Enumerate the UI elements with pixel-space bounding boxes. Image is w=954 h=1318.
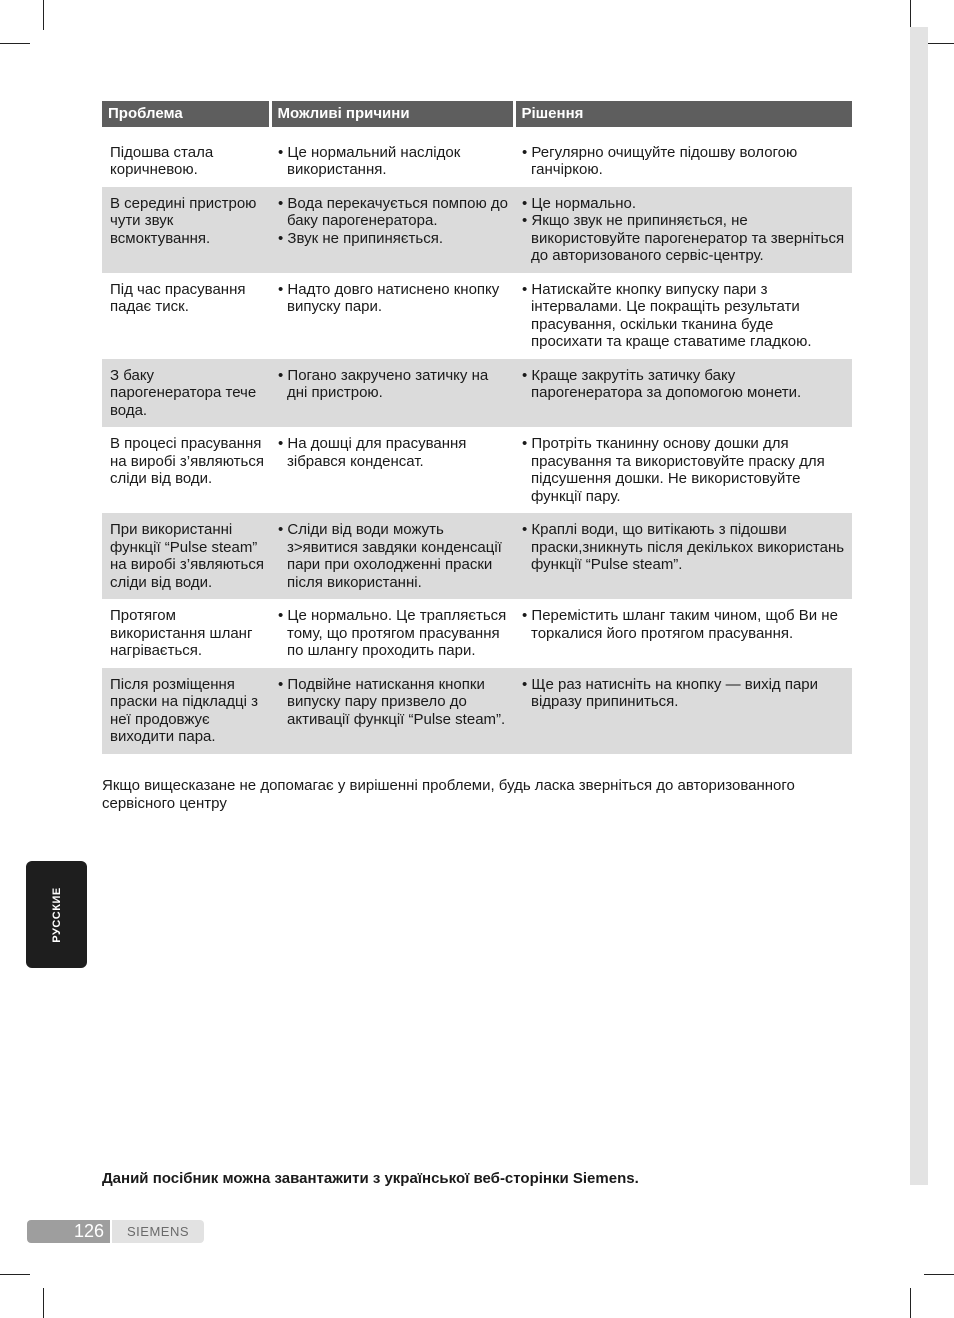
solution-item: • Протріть тканинну основу дошки для прасування та використовуйте праску для підсушення дошки. Не використовуйте функції пару. bbox=[522, 435, 825, 505]
solutions-cell bbox=[514, 359, 852, 428]
causes-cell bbox=[270, 427, 514, 513]
solutions-cell bbox=[514, 136, 852, 187]
language-tab-label: РУССКИЕ bbox=[50, 886, 63, 943]
causes-cell bbox=[270, 273, 514, 359]
cause-item: • Сліди від води можуть з>явитися завдяки конденсації пари при охолодженні праски після використанні. bbox=[278, 521, 502, 591]
troubleshooting-table bbox=[102, 101, 852, 754]
solutions-cell bbox=[514, 427, 852, 513]
header-causes: Можливі причини bbox=[270, 101, 514, 127]
crop-mark bbox=[43, 0, 44, 30]
solution-item: • Ще раз натисніть на кнопку — вихід пари відразу припиниться. bbox=[522, 675, 819, 710]
crop-mark bbox=[924, 1274, 954, 1275]
table-row bbox=[102, 359, 852, 428]
solution-item: • Натискайте кнопку випуску пари з інтервалами. Це покращіть результати прасування, оскільки тканина буде просихати та краще ставатиме гладкою. bbox=[522, 280, 812, 350]
crop-mark bbox=[910, 0, 911, 30]
header-solutions: Рішення bbox=[514, 101, 852, 127]
crop-mark bbox=[910, 1288, 911, 1318]
cause-item: • Подвійне натискання кнопки випуску пару призвело до активації функції “Pulse steam”. bbox=[278, 675, 506, 728]
crop-mark bbox=[924, 43, 954, 44]
table-row bbox=[102, 136, 852, 187]
solution-item: • Перемістить шланг таким чином, щоб Ви не торкалися його протягом прасування. bbox=[522, 607, 838, 642]
causes-cell bbox=[270, 668, 514, 754]
header-problem: Проблема bbox=[102, 101, 270, 127]
causes-cell bbox=[270, 359, 514, 428]
solution-item: • Регулярно очищуйте підошву вологою ганчіркою. bbox=[522, 143, 798, 178]
table-row bbox=[102, 668, 852, 754]
cause-item: • Погано закручено затичку на дні пристрою. bbox=[278, 366, 489, 401]
problem-cell: Після розміщення праски на підкладці з неї продовжує виходити пара. bbox=[102, 668, 270, 754]
download-note: Даний посібник можна завантажити з української веб-сторінки Siemens. bbox=[102, 1170, 639, 1187]
brand-label: SIEMENS bbox=[112, 1220, 204, 1243]
cause-item: • Це нормальний наслідок використання. bbox=[278, 143, 461, 178]
page-number: 126 bbox=[27, 1220, 110, 1243]
table-row bbox=[102, 273, 852, 359]
causes-cell bbox=[270, 187, 514, 273]
cause-item: • Звук не припиняється. bbox=[278, 229, 444, 247]
crop-mark bbox=[43, 1288, 44, 1318]
solutions-cell bbox=[514, 668, 852, 754]
crop-mark bbox=[0, 1274, 30, 1275]
solutions-cell bbox=[514, 273, 852, 359]
problem-cell: З баку парогенератора тече вода. bbox=[102, 359, 270, 428]
causes-cell bbox=[270, 136, 514, 187]
problem-cell: При використанні функції “Pulse steam” на виробі з’являються сліди від води. bbox=[102, 513, 270, 599]
problem-cell: В процесі прасування на виробі з’являються сліди від води. bbox=[110, 435, 264, 487]
solutions-cell bbox=[514, 187, 852, 273]
table-header-row bbox=[102, 101, 852, 127]
table-row bbox=[102, 599, 852, 668]
solution-item: • Якщо звук не припиняється, не використовуйте парогенератор та зверніться до авторизованого сервіс-центру. bbox=[522, 212, 845, 264]
problem-cell: В середині пристрою чути звук всмоктування. bbox=[102, 187, 270, 273]
service-note: Якщо вищесказане не допомагає у вирішенні проблеми, будь ласка зверніться до авторизованного сервісного центру bbox=[102, 777, 795, 812]
crop-mark bbox=[0, 43, 30, 44]
solution-item: • Краплі води, що витікають з підошви праски,зникнуть після декількох використань функції “Pulse steam”. bbox=[522, 521, 845, 573]
solutions-cell bbox=[514, 599, 852, 668]
table-row bbox=[102, 187, 852, 273]
solutions-cell bbox=[514, 513, 852, 599]
page-edge-bar bbox=[910, 27, 928, 1185]
table-row bbox=[102, 513, 852, 599]
problem-cell: Підошва стала коричневою. bbox=[110, 143, 214, 178]
causes-cell bbox=[270, 513, 514, 599]
table-spacer-row bbox=[102, 127, 852, 136]
solution-item: • Це нормально. bbox=[522, 194, 637, 212]
cause-item: • На дошці для прасування зібрався конденсат. bbox=[278, 435, 467, 470]
cause-item: • Це нормально. Це трапляється тому, що протягом прасування по шлангу проходить пари. bbox=[278, 607, 507, 659]
table-row bbox=[102, 427, 852, 513]
solution-item: • Краще закрутіть затичку баку парогенератора за допомогою монети. bbox=[522, 366, 802, 401]
language-tab bbox=[26, 861, 87, 968]
cause-item: • Надто довго натиснено кнопку випуску пари. bbox=[278, 280, 500, 315]
cause-item: • Вода перекачується помпою до баку парогенератора. bbox=[278, 194, 508, 229]
problem-cell: Під час прасування падає тиск. bbox=[110, 280, 246, 315]
problem-cell: Протягом використання шланг нагрівається. bbox=[110, 607, 253, 659]
causes-cell bbox=[270, 599, 514, 668]
